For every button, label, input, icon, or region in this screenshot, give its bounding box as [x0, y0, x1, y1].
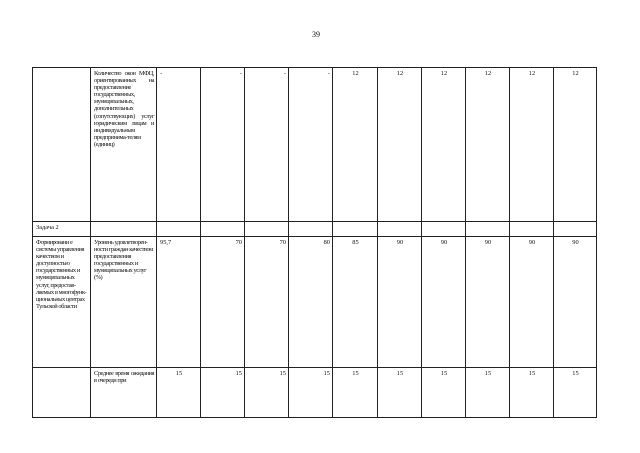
value-cell: -	[245, 68, 289, 222]
value-cell: 95,7	[157, 237, 201, 368]
value-cell: 15	[201, 368, 245, 418]
goal-cell	[33, 368, 91, 418]
value-cell: 15	[422, 368, 466, 418]
value-cell: 15	[510, 368, 554, 418]
value-cell: 12	[333, 68, 378, 222]
indicators-table	[32, 67, 597, 418]
value-cell	[466, 222, 510, 237]
value-cell	[157, 222, 201, 237]
value-cell: -	[157, 68, 201, 222]
value-cell	[289, 222, 333, 237]
value-cell: 90	[378, 237, 422, 368]
value-cell: -	[289, 68, 333, 222]
value-cell: 15	[378, 368, 422, 418]
value-cell: 15	[466, 368, 510, 418]
value-cell: 12	[510, 68, 554, 222]
value-cell: 12	[554, 68, 597, 222]
table-row	[33, 237, 597, 368]
page-number: 39	[312, 30, 320, 39]
value-cell	[422, 222, 466, 237]
value-cell	[245, 222, 289, 237]
value-cell: 15	[333, 368, 378, 418]
indicator-cell: Среднее время ожидания в очереди при	[91, 368, 157, 418]
value-cell: 80	[289, 237, 333, 368]
value-cell: 12	[378, 68, 422, 222]
goal-cell	[33, 68, 91, 222]
value-cell: 70	[245, 237, 289, 368]
table-row	[33, 368, 597, 418]
value-cell: 70	[201, 237, 245, 368]
value-cell: 15	[157, 368, 201, 418]
value-cell: 90	[422, 237, 466, 368]
value-cell	[554, 222, 597, 237]
value-cell	[378, 222, 422, 237]
value-cell	[201, 222, 245, 237]
table-row	[33, 68, 597, 222]
value-cell: 15	[245, 368, 289, 418]
value-cell: 15	[289, 368, 333, 418]
value-cell: 90	[510, 237, 554, 368]
value-cell	[510, 222, 554, 237]
value-cell: -	[201, 68, 245, 222]
goal-cell: Формировани е системы управления качеством и доступностью государственных и муниципальных услуг, предостав-ляемых в многофунк-циональных центрах Тульской области	[33, 237, 91, 368]
value-cell	[333, 222, 378, 237]
value-cell: 12	[466, 68, 510, 222]
indicator-cell: Уровень удовлетворен-ности граждан качеством предоставления государственных и муниципальных услуг (%)	[91, 237, 157, 368]
value-cell: 12	[422, 68, 466, 222]
value-cell: 15	[554, 368, 597, 418]
indicator-cell	[91, 222, 157, 237]
indicator-cell: Количество окон МФЦ, ориентированных на предоставление государственных, муниципальных, дополнительных (сопутствующих) услуг юридическим лицам и индивидуальным предпринима-телям (единиц)	[91, 68, 157, 222]
task-label: Задача 2	[33, 222, 91, 237]
value-cell: 90	[554, 237, 597, 368]
value-cell: 85	[333, 237, 378, 368]
table-row	[33, 222, 597, 237]
value-cell: 90	[466, 237, 510, 368]
